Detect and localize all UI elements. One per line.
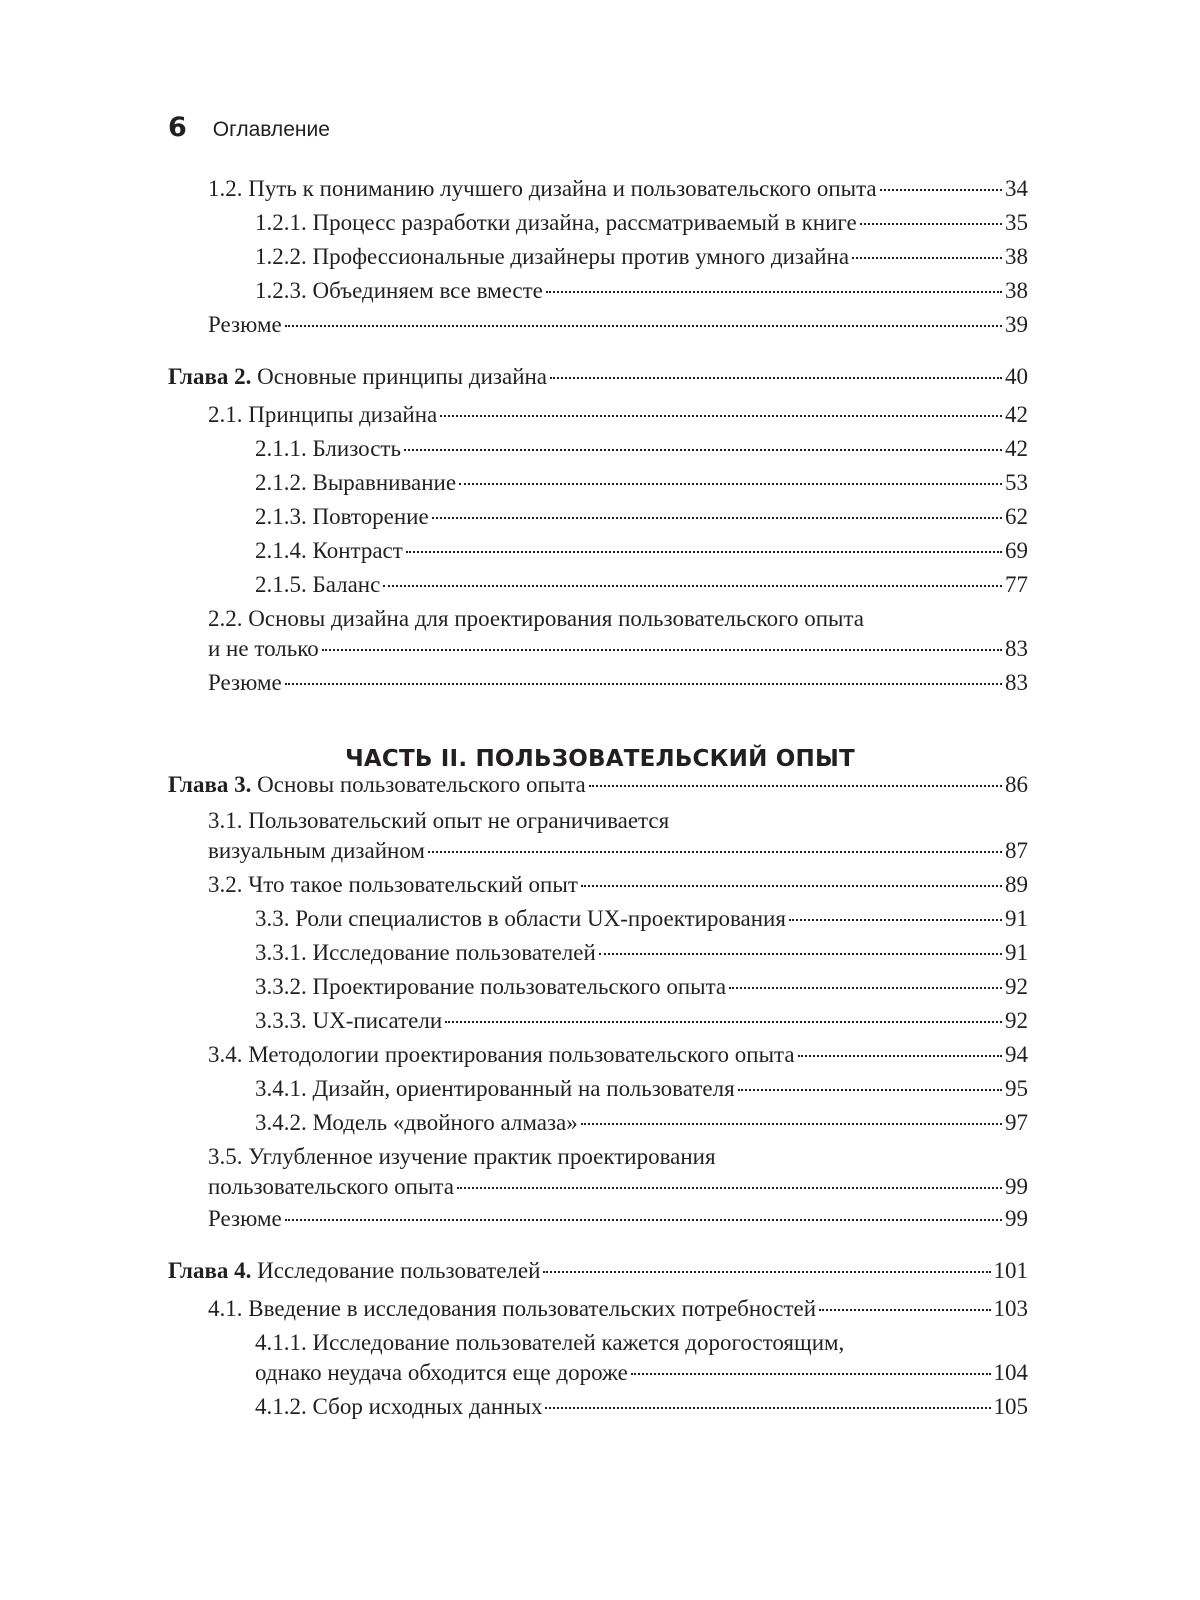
dot-leader — [819, 1309, 990, 1311]
dot-leader — [445, 1021, 1002, 1023]
toc-entry-label: Основные принципы дизайна — [257, 364, 548, 389]
dot-leader — [581, 1123, 1002, 1125]
toc-entry-page: 101 — [993, 1258, 1028, 1283]
toc-entry-label: однако неудача обходится еще дороже — [255, 1360, 628, 1385]
dot-leader — [322, 649, 1002, 651]
toc-entry-label: 4.1.2. Сбор исходных данных — [255, 1394, 543, 1419]
toc-entry-label: Резюме — [208, 312, 282, 337]
toc-entry-page: 103 — [993, 1296, 1028, 1321]
dot-leader — [599, 953, 1002, 955]
toc-entry-page: 91 — [1005, 940, 1028, 965]
dot-leader — [285, 1219, 1002, 1221]
toc-entry-page: 86 — [1005, 772, 1028, 797]
toc-entry-page: 77 — [1005, 572, 1028, 597]
toc-entry-page: 83 — [1005, 670, 1028, 695]
toc-entry-label: 3.4. Методологии проектирования пользовательского опыта — [208, 1042, 795, 1067]
toc-entry-page: 92 — [1005, 1008, 1028, 1033]
dot-leader — [631, 1373, 991, 1375]
toc-entry-label-line1: 3.5. Углубленное изучение практик проектирования — [208, 1144, 716, 1169]
toc-entry-label: 1.2.3. Объединяем все вместе — [255, 278, 543, 303]
toc-entry-page: 97 — [1005, 1110, 1028, 1135]
dot-leader — [738, 1089, 1002, 1091]
toc-entry-label: 2.1.3. Повторение — [255, 504, 429, 529]
toc-entry-label: Резюме — [208, 1206, 282, 1231]
toc-entry-page: 42 — [1005, 402, 1028, 427]
toc-entry-label: 2.1.1. Близость — [255, 436, 401, 461]
toc-entry-label: 2.1.5. Баланс — [255, 572, 381, 597]
dot-leader — [440, 415, 1002, 417]
toc-entry-label: 1.2.2. Профессиональные дизайнеры против умного дизайна — [255, 244, 850, 269]
toc-entry-label: 4.1. Введение в исследования пользовательских потребностей — [208, 1296, 817, 1321]
toc-entry-label: 3.4.1. Дизайн, ориентированный на пользователя — [255, 1076, 735, 1101]
part-heading: ЧАСТЬ II. ПОЛЬЗОВАТЕЛЬСКИЙ ОПЫТ — [345, 746, 855, 772]
toc-entry-page: 87 — [1005, 838, 1028, 863]
toc-entry-label: 3.3.2. Проектирование пользовательского опыта — [255, 974, 727, 999]
toc-entry-page: 39 — [1005, 312, 1028, 337]
toc-entry-label: 3.3.3. UX-писатели — [255, 1008, 443, 1033]
toc-entry-page: 89 — [1005, 872, 1028, 897]
toc-entry-label: и не только — [208, 636, 319, 661]
toc-entry-label: Основы пользовательского опыта — [257, 772, 586, 797]
toc-entry-label: Резюме — [208, 670, 282, 695]
toc-entry-page: 99 — [1005, 1174, 1028, 1199]
toc-entry-label: визуальным дизайном — [208, 838, 425, 863]
dot-leader — [798, 1055, 1002, 1057]
dot-leader — [406, 551, 1002, 553]
dot-leader — [459, 483, 1002, 485]
toc-entry-page: 38 — [1005, 278, 1028, 303]
dot-leader — [546, 291, 1002, 293]
toc-entry-page: 69 — [1005, 538, 1028, 563]
toc-entry-label-line1: 2.2. Основы дизайна для проектирования пользовательского опыта — [208, 606, 865, 631]
dot-leader — [432, 517, 1002, 519]
toc-entry-page: 62 — [1005, 504, 1028, 529]
dot-leader — [860, 223, 1002, 225]
dot-leader — [545, 1407, 990, 1409]
chapter-number: Глава 4. — [168, 1258, 252, 1283]
dot-leader — [285, 683, 1002, 685]
dot-leader — [789, 919, 1002, 921]
toc-entry-label: 3.4.2. Модель «двойного алмаза» — [255, 1110, 578, 1135]
running-head — [168, 112, 330, 152]
toc-entry-page: 42 — [1005, 436, 1028, 461]
toc-entry-label: 3.3.1. Исследование пользователей — [255, 940, 596, 965]
dot-leader — [880, 189, 1002, 191]
toc-entry-label: 2.1. Принципы дизайна — [208, 402, 438, 427]
toc-entry-page: 35 — [1005, 210, 1028, 235]
toc-entry-label: 3.3. Роли специалистов в области UX-проектирования — [255, 906, 786, 931]
toc-entry-page: 104 — [993, 1360, 1028, 1385]
toc-entry-page: 38 — [1005, 244, 1028, 269]
chapter-number: Глава 3. — [168, 772, 252, 797]
toc-entry-label: 1.2. Путь к пониманию лучшего дизайна и пользовательского опыта — [208, 176, 877, 201]
running-head-title: Оглавление — [212, 118, 330, 141]
dot-leader — [428, 851, 1002, 853]
dot-leader — [550, 377, 1002, 379]
toc-entry-label: 1.2.1. Процесс разработки дизайна, рассматриваемый в книге — [255, 210, 857, 235]
toc-entry-label: 2.1.4. Контраст — [255, 538, 403, 563]
dot-leader — [404, 449, 1002, 451]
toc-entry-page: 91 — [1005, 906, 1028, 931]
toc-entry-page: 34 — [1005, 176, 1028, 201]
dot-leader — [581, 885, 1002, 887]
toc-entry-label: Исследование пользователей — [257, 1258, 541, 1283]
toc-entry-page: 95 — [1005, 1076, 1028, 1101]
toc-entry-label-line1: 3.1. Пользовательский опыт не ограничивается — [208, 808, 670, 833]
toc-entry-label: пользовательского опыта — [208, 1174, 454, 1199]
toc-entry-label-line1: 4.1.1. Исследование пользователей кажется дорогостоящим, — [255, 1330, 845, 1355]
dot-leader — [383, 585, 1002, 587]
chapter-number: Глава 2. — [168, 364, 252, 389]
dot-leader — [285, 325, 1002, 327]
toc-entry-page: 99 — [1005, 1206, 1028, 1231]
toc-entry-page: 53 — [1005, 470, 1028, 495]
page-number: 6 — [168, 112, 187, 143]
dot-leader — [543, 1271, 990, 1273]
dot-leader — [589, 785, 1002, 787]
dot-leader — [457, 1187, 1002, 1189]
toc-entry-label: 2.1.2. Выравнивание — [255, 470, 457, 495]
toc-entry-page: 94 — [1005, 1042, 1028, 1067]
dot-leader — [729, 987, 1002, 989]
dot-leader — [852, 257, 1002, 259]
toc-entry-page: 83 — [1005, 636, 1028, 661]
toc-entry-page: 105 — [993, 1394, 1028, 1419]
toc-entry-page: 40 — [1005, 364, 1028, 389]
toc-entry-label: 3.2. Что такое пользовательский опыт — [208, 872, 578, 897]
toc-entry-page: 92 — [1005, 974, 1028, 999]
